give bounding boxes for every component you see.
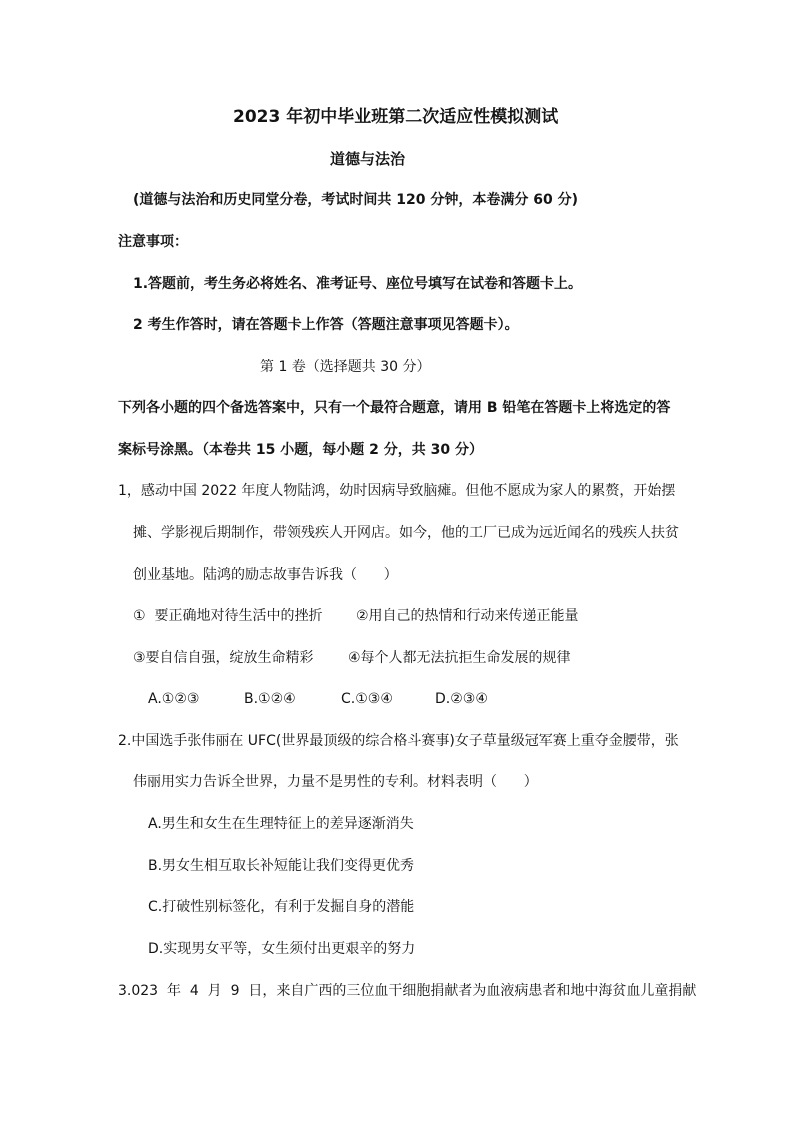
option-c: C.①③④ <box>341 691 393 707</box>
statement-1: ① 要正确地对待生活中的挫折 <box>133 608 323 624</box>
notice-item: 1.答题前，考生务必将姓名、准考证号、座位号填写在试卷和答题卡上。 <box>133 276 583 292</box>
question-stem-line: 伟丽用实力告诉全世界，力量不是男性的专利。材料表明（ ） <box>133 774 538 790</box>
option-a: A.男生和女生在生理特征上的差异逐渐消失 <box>148 816 414 832</box>
option-b: B.男女生相互取长补短能让我们变得更优秀 <box>148 858 415 874</box>
question-stem-line: 3.023 年 4 月 9 日，来自广西的三位血干细胞捐献者为血液病患者和地中海贫血儿童捐献 <box>118 983 697 999</box>
option-c: C.打破性别标签化，有利于发掘自身的潜能 <box>148 899 415 915</box>
option-d: D.实现男女平等，女生须付出更艰辛的努力 <box>148 941 416 957</box>
exam-info: (道德与法治和历史同堂分卷，考试时间共 120 分钟，本卷满分 60 分) <box>133 192 578 208</box>
statement-4: ④每个人都无法抗拒生命发展的规律 <box>348 650 571 666</box>
notice-item: 2 考生作答时，请在答题卡上作答（答题注意事项见答题卡）。 <box>133 317 519 333</box>
section-instructions: 下列各小题的四个备选答案中，只有一个最符合题意，请用 B 铅笔在答题卡上将选定的答 <box>118 400 671 416</box>
exam-title: 2023 年初中毕业班第二次适应性模拟测试 <box>233 107 559 127</box>
option-b: B.①②④ <box>244 691 296 707</box>
statement-2: ②用自己的热情和行动来传递正能量 <box>356 608 579 624</box>
question-stem-line: 摊、学影视后期制作，带领残疾人开网店。如今，他的工厂已成为远近闻名的残疾人扶贫 <box>133 525 679 541</box>
subject-title: 道德与法治 <box>330 150 406 168</box>
question-stem-line: 1，感动中国 2022 年度人物陆鸿，幼时因病导致脑瘫。但他不愿成为家人的累赘，开始摆 <box>118 483 676 499</box>
section-instructions: 案标号涂黑。（本卷共 15 小题，每小题 2 分，共 30 分） <box>118 442 483 458</box>
option-d: D.②③④ <box>435 691 488 707</box>
option-a: A.①②③ <box>148 691 200 707</box>
statement-3: ③要自信自强，绽放生命精彩 <box>133 650 314 666</box>
section-title: 第 1 卷（选择题共 30 分） <box>260 359 431 375</box>
question-stem-line: 创业基地。陆鸿的励志故事告诉我（ ） <box>133 567 398 583</box>
notice-heading: 注意事项： <box>118 234 188 250</box>
question-stem-line: 2.中国选手张伟丽在 UFC(世界最顶级的综合格斗赛事)女子草量级冠军赛上重夺金腰带，张 <box>118 733 679 749</box>
